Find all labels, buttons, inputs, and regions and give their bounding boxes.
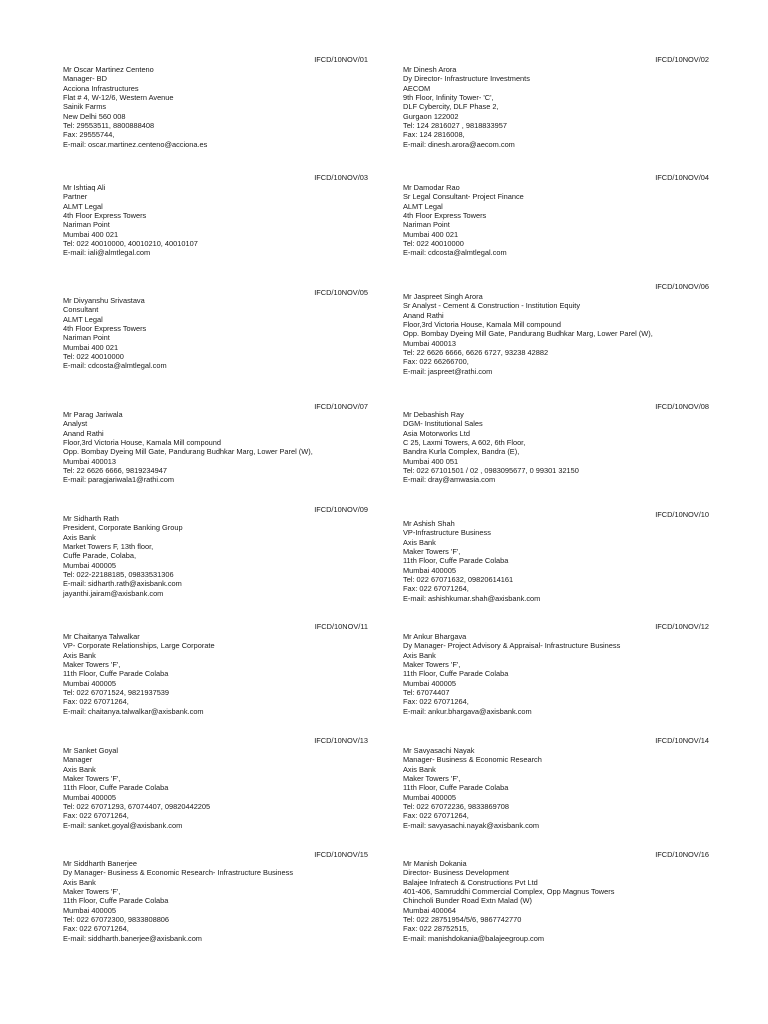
contact-address: Mumbai 400 021 [63,229,119,239]
contact-phone: Tel: 022 40010000, 40010210, 40010107 [63,239,198,249]
contact-company: ALMT Legal [403,201,443,211]
contact-address: 11th Floor, Cuffe Parade Colaba [63,896,169,906]
contact-email: E-mail: cdcosta@almtlegal.com [403,248,507,258]
contact-title: Consultant [63,305,99,315]
contact-address: Opp. Bombay Dyeing Mill Gate, Pandurang Budhkar Marg, Lower Parel (W), [63,447,313,457]
contact-company: ALMT Legal [63,314,103,324]
contact-card [403,183,713,258]
contact-name: Mr Ankur Bhargava [403,632,467,641]
contact-address: Maker Towers 'F', [63,660,121,670]
contact-address: C 25, Laxmi Towers, A 602, 6th Floor, [403,438,526,448]
contact-email: E-mail: chaitanya.talwalkar@axisbank.com [63,706,204,716]
contact-email: E-mail: jaspreet@rathi.com [403,366,493,376]
contact-email: jayanthi.jairam@axisbank.com [63,588,164,598]
contact-address: Chincholi Bunder Road Extn Malad (W) [403,896,532,906]
contact-card [403,292,713,376]
contact-card [63,296,373,371]
contact-email: E-mail: sidharth.rath@axisbank.com [63,579,182,589]
contact-email: E-mail: dinesh.arora@aecom.com [403,139,515,149]
contact-address: Mumbai 400005 [403,792,457,802]
contact-title: Sr Legal Consultant- Project Finance [403,192,524,202]
contact-phone: Tel: 22 6626 6666, 9819234947 [63,466,167,476]
contact-code: IFCD/10NOV/15 [314,850,368,859]
contact-company: AECOM [403,83,431,93]
contact-title: President, Corporate Banking Group [63,523,183,533]
contact-name: Mr Manish Dokania [403,859,467,868]
contact-name: Mr Sidharth Rath [63,514,119,523]
contact-address: 9th Floor, Infinity Tower- 'C', [403,93,494,103]
contact-address: Maker Towers 'F', [403,547,461,557]
contact-address: Mumbai 400005 [63,560,117,570]
contact-address: Mumbai 400005 [403,678,457,688]
contact-card [403,859,713,943]
contact-address: Mumbai 400013 [63,456,117,466]
contact-phone: Tel: 022-22188185, 09833531306 [63,570,174,580]
contact-address: Nariman Point [63,333,110,343]
contact-code: IFCD/10NOV/05 [314,288,368,297]
contact-fax: Fax: 022 67071264, [403,584,469,594]
contact-company: ALMT Legal [63,201,103,211]
contact-address: Market Towers F, 13th floor, [63,542,154,552]
contact-address: Floor,3rd Victoria House, Kamala Mill compound [403,320,562,330]
contact-name: Mr Dinesh Arora [403,65,457,74]
contact-address: New Delhi 560 008 [63,111,126,121]
contact-address: Mumbai 400005 [403,565,457,575]
contact-email: E-mail: sanket.goyal@axisbank.com [63,820,183,830]
contact-address: 401-406, Samruddhi Commercial Complex, Opp Magnus Towers [403,887,615,897]
contact-address: DLF Cybercity, DLF Phase 2, [403,102,499,112]
contact-title: Dy Manager- Project Advisory & Appraisal- Infrastructure Business [403,641,621,651]
contact-card [403,519,713,603]
contact-title: VP- Corporate Relationships, Large Corporate [63,641,215,651]
contact-card [63,632,373,716]
contact-phone: Tel: 022 67072300, 9833808806 [63,915,170,925]
contact-code: IFCD/10NOV/14 [655,736,709,745]
contact-address: Mumbai 400 021 [403,229,459,239]
contact-company: Axis Bank [63,532,96,542]
contact-code: IFCD/10NOV/03 [314,173,368,182]
contact-email: E-mail: paragjariwala1@rathi.com [63,475,175,485]
contact-address: Mumbai 400005 [63,905,117,915]
contact-company: Asia Motorworks Ltd [403,428,470,438]
contact-company: Anand Rathi [63,428,104,438]
contact-address: Gurgaon 122002 [403,111,459,121]
contact-phone: Tel: 022 40010000 [403,239,464,249]
contact-address: 4th Floor Express Towers [63,211,147,221]
contact-title: Dy Director- Infrastructure Investments [403,74,530,84]
contact-address: Mumbai 400 051 [403,456,459,466]
contact-card [403,65,713,149]
contact-phone: Tel: 022 28751954/5/6, 9867742770 [403,915,522,925]
contact-name: Mr Siddharth Banerjee [63,859,137,868]
contact-email: E-mail: iali@almtlegal.com [63,248,151,258]
contact-title: Partner [63,192,88,202]
contact-company: Axis Bank [63,650,96,660]
contact-title: VP-Infrastructure Business [403,528,491,538]
contact-address: Maker Towers 'F', [403,660,461,670]
contact-address: 11th Floor, Cuffe Parade Colaba [403,556,509,566]
contact-name: Mr Sanket Goyal [63,746,119,755]
contact-code: IFCD/10NOV/01 [314,55,368,64]
contact-address: Mumbai 400005 [63,792,117,802]
contact-name: Mr Damodar Rao [403,183,460,192]
contact-company: Axis Bank [403,764,436,774]
contact-code: IFCD/10NOV/11 [314,622,368,631]
contact-company: Anand Rathi [403,310,444,320]
contact-company: Axis Bank [63,877,96,887]
contact-address: 4th Floor Express Towers [403,211,487,221]
contact-address: Opp. Bombay Dyeing Mill Gate, Pandurang Budhkar Marg, Lower Parel (W), [403,329,653,339]
contact-title: DGM- Institutional Sales [403,419,483,429]
contact-phone: Tel: 022 67101501 / 02 , 0983095677, 0 99301 32150 [403,466,579,476]
contact-phone: Tel: 124 2816027 , 9818833957 [403,121,507,131]
contact-address: Maker Towers 'F', [63,887,121,897]
contact-address: 11th Floor, Cuffe Parade Colaba [403,669,509,679]
contact-fax: Fax: 022 67071264, [403,811,469,821]
contact-code: IFCD/10NOV/06 [655,282,709,291]
contact-card [403,410,713,485]
contact-card [63,410,373,485]
contact-code: IFCD/10NOV/10 [655,510,709,519]
contact-name: Mr Oscar Martinez Centeno [63,65,154,74]
contact-address: Mumbai 400013 [403,338,457,348]
contact-email: E-mail: ashishkumar.shah@axisbank.com [403,593,541,603]
contact-address: 4th Floor Express Towers [63,324,147,334]
contact-code: IFCD/10NOV/09 [314,505,368,514]
contact-address: Bandra Kurla Complex, Bandra (E), [403,447,520,457]
contact-card [63,183,373,258]
contact-code: IFCD/10NOV/13 [314,736,368,745]
contact-card [403,746,713,830]
contact-name: Mr Debashish Ray [403,410,464,419]
contact-name: Mr Chaitanya Talwalkar [63,632,140,641]
contact-fax: Fax: 022 66266700, [403,357,469,367]
contact-phone: Tel: 022 40010000 [63,352,124,362]
contact-email: E-mail: siddharth.banerjee@axisbank.com [63,933,202,943]
contact-fax: Fax: 022 67071264, [63,924,129,934]
contact-code: IFCD/10NOV/07 [314,402,368,411]
contact-title: Manager [63,755,93,765]
contact-address: Cuffe Parade, Colaba, [63,551,136,561]
contact-company: Acciona Infrastructures [63,83,139,93]
contact-email: E-mail: manishdokania@balajeegroup.com [403,933,545,943]
contact-fax: Fax: 022 67071264, [63,811,129,821]
contact-name: Mr Savyasachi Nayak [403,746,475,755]
contact-phone: Tel: 022 67072236, 9833869708 [403,802,510,812]
contact-title: Analyst [63,419,88,429]
contact-name: Mr Ashish Shah [403,519,455,528]
contact-company: Axis Bank [403,537,436,547]
contact-company: Axis Bank [403,650,436,660]
contact-name: Mr Ishtiaq Ali [63,183,106,192]
contact-title: Manager- Business & Economic Research [403,755,542,765]
contact-fax: Fax: 29555744, [63,130,115,140]
contact-address: 11th Floor, Cuffe Parade Colaba [63,783,169,793]
contact-title: Sr Analyst - Cement & Construction - Institution Equity [403,301,581,311]
contact-card [63,65,373,149]
contact-name: Mr Divyanshu Srivastava [63,296,145,305]
contact-code: IFCD/10NOV/08 [655,402,709,411]
contact-phone: Tel: 022 67071293, 67074407, 09820442205 [63,802,211,812]
contact-address: Floor,3rd Victoria House, Kamala Mill compound [63,438,222,448]
contact-fax: Fax: 124 2816008, [403,130,465,140]
contact-fax: Fax: 022 67071264, [403,697,469,707]
contact-code: IFCD/10NOV/16 [655,850,709,859]
contact-fax: Fax: 022 28752515, [403,924,469,934]
contact-phone: Tel: 22 6626 6666, 6626 6727, 93238 42882 [403,348,549,358]
contact-code: IFCD/10NOV/02 [655,55,709,64]
contact-phone: Tel: 67074407 [403,688,450,698]
contact-phone: Tel: 022 67071524, 9821937539 [63,688,170,698]
contact-card [63,859,373,943]
contact-card [63,514,373,598]
contact-email: E-mail: dray@amwasia.com [403,475,496,485]
contact-name: Mr Jaspreet Singh Arora [403,292,483,301]
contact-email: E-mail: oscar.martinez.centeno@acciona.es [63,139,208,149]
contact-address: Mumbai 400005 [63,678,117,688]
contact-address: 11th Floor, Cuffe Parade Colaba [403,783,509,793]
contact-fax: Fax: 022 67071264, [63,697,129,707]
contact-phone: Tel: 022 67071632, 09820614161 [403,575,514,585]
contact-title: Dy Manager- Business & Economic Research- Infrastructure Business [63,868,294,878]
contact-email: E-mail: cdcosta@almtlegal.com [63,361,167,371]
contact-company: Axis Bank [63,764,96,774]
contact-address: Maker Towers 'F', [63,774,121,784]
contact-address: Maker Towers 'F', [403,774,461,784]
contact-email: E-mail: savyasachi.nayak@axisbank.com [403,820,540,830]
contact-company: Balajee Infratech & Constructions Pvt Ltd [403,877,538,887]
contact-address: Mumbai 400064 [403,905,457,915]
contact-address: Sainik Farms [63,102,107,112]
contact-card [63,746,373,830]
contact-code: IFCD/10NOV/12 [655,622,709,631]
contact-address: 11th Floor, Cuffe Parade Colaba [63,669,169,679]
contact-card [403,632,713,716]
contact-phone: Tel: 29553511, 8800888408 [63,121,155,131]
contact-address: Mumbai 400 021 [63,342,119,352]
contact-address: Nariman Point [63,220,110,230]
contact-title: Manager- BD [63,74,107,84]
contact-email: E-mail: ankur.bhargava@axisbank.com [403,706,532,716]
contact-title: Director- Business Development [403,868,509,878]
contact-address: Nariman Point [403,220,450,230]
contact-name: Mr Parag Jariwala [63,410,123,419]
contact-code: IFCD/10NOV/04 [655,173,709,182]
contact-address: Flat # 4, W-12/6, Western Avenue [63,93,174,103]
